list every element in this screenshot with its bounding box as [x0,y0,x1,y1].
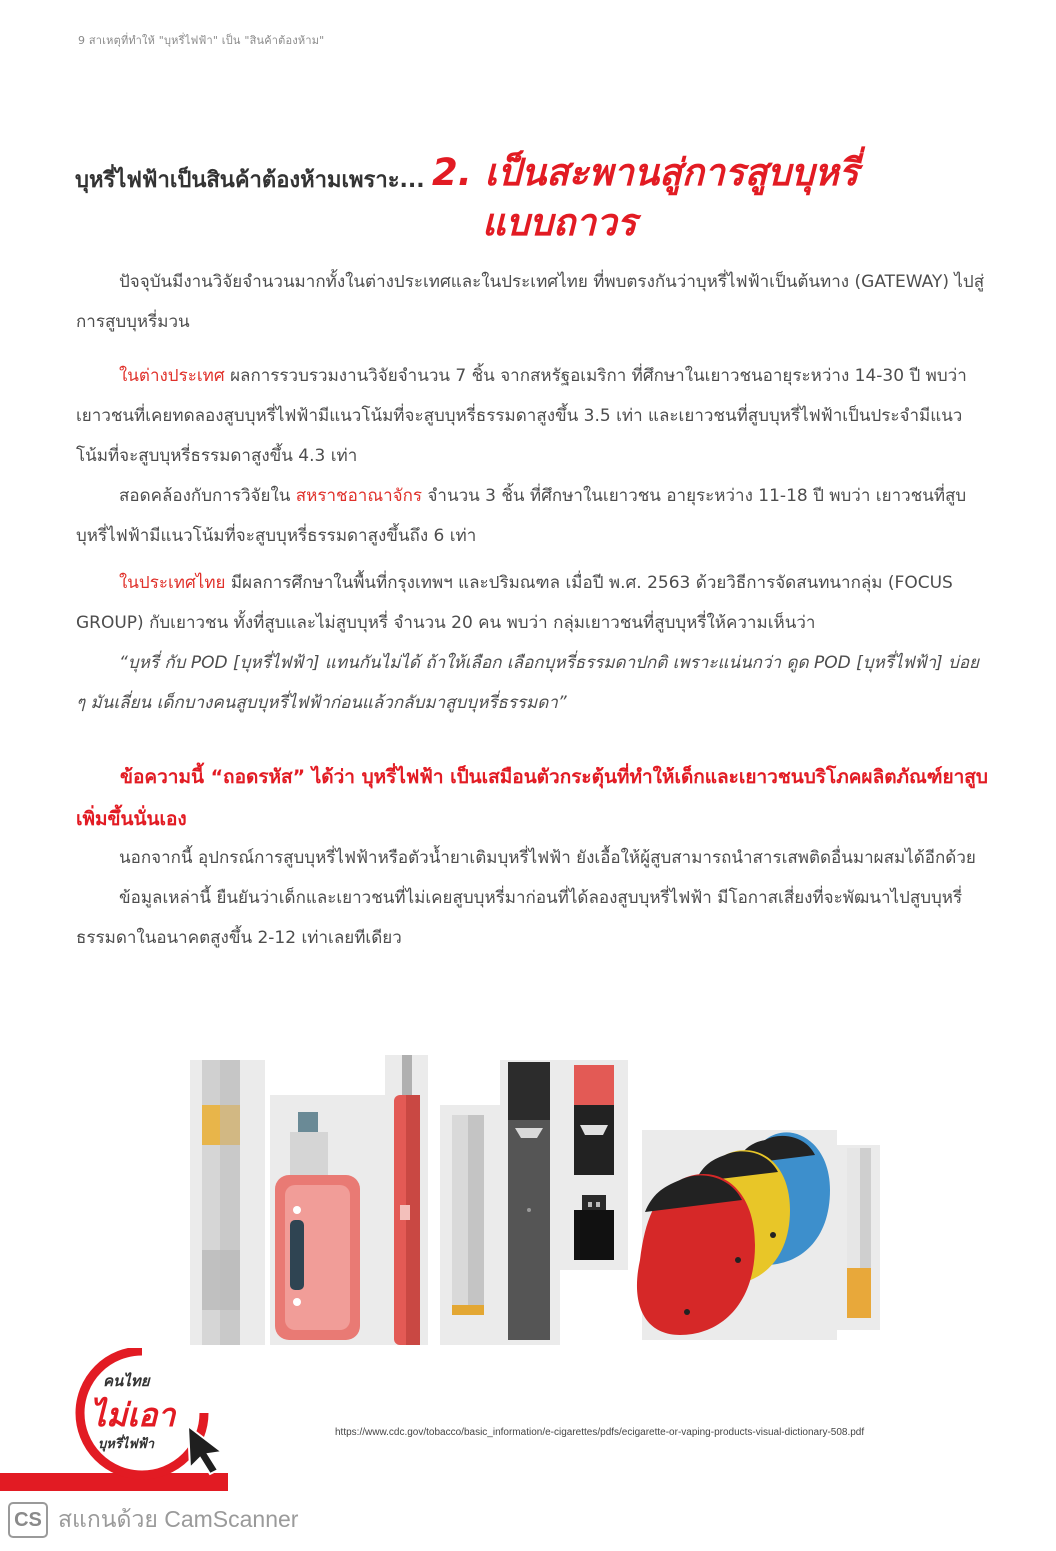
running-header: 9 สาเหตุที่ทำให้ "บุหรี่ไฟฟ้า" เป็น "สินค้าต้องห้าม" [78,34,325,47]
camscanner-text: สแกนด้วย CamScanner [58,1506,299,1532]
closing-paragraphs [76,838,986,958]
device-vape-pen [394,1055,420,1345]
uk-label: สหราชอาณาจักร [295,486,423,506]
thailand-text: มีผลการศึกษาในพื้นที่กรุงเทพฯ และปริมณฑล เมื่อปี พ.ศ. 2563 ด้วยวิธีการจัดสนทนากลุ่ม (FOCUS GROUP) กับเยาวชน ทั้งที่สูบและไม่สูบบุหรี่ จำนวน 20 คน พบว่า กลุ่มเยาวชนที่สูบบุหรี่ให้ความเห็นว่า [76,573,953,633]
thailand-label: ในประเทศไทย [119,573,226,593]
camscanner-watermark [8,1500,298,1540]
conclusion-text: ข้อมูลเหล่านี้ ยืนยันว่าเด็กและเยาวชนที่ไม่เคยสูบบุหรี่มาก่อนที่ได้ลองสูบบุหรี่ไฟฟ้า มีโอกาสเสี่ยงที่จะพัฒนาไปสูบบุหรี่ธรรมดาในอนาคตสูงขึ้น 2-12 เท่าเลยทีเดียว [76,888,963,948]
source-url: https://www.cdc.gov/tobacco/basic_information/e-cigarettes/pdfs/ecigarette-or-vaping-products-visual-dictionary-508.pdf [335,1427,865,1438]
e-cigarette-devices-illustration [190,1050,880,1345]
device-pod-cartridge [574,1065,614,1260]
uk-text-before: สอดคล้องกับการวิจัยใน [119,486,296,506]
device-tube-mod [202,1060,240,1345]
title-main-line2: แบบถาวร [482,201,637,244]
device-cigalike [452,1115,484,1315]
logo-line3: บุหรี่ไฟฟ้า [98,1437,155,1452]
uk-text-after: จำนวน 3 ชิ้น ที่ศึกษาในเยาวชน อายุระหว่าง 11-18 ปี พบว่า เยาวชนที่สูบบุหรี่ไฟฟ้ามีแนวโน้มที่จะสูบบุหรี่ธรรมดาสูงขึ้นถึง 6 เท่า [76,486,967,546]
title-lead: บุหรี่ไฟฟ้าเป็นสินค้าต้องห้ามเพราะ... [75,168,425,193]
thailand-paragraph [76,563,986,723]
callout-highlight: ข้อความนี้ “ถอดรหัส” ได้ว่า บุหรี่ไฟฟ้า เป็นเสมือนตัวกระตุ้นที่ทำให้เด็กและเยาวชนบริโภคผลิตภัณฑ์ยาสูบเพิ่มขึ้นนั่นเอง [76,766,988,830]
additives-text: นอกจากนี้ อุปกรณ์การสูบบุหรี่ไฟฟ้าหรือตัวน้ำยาเติมบุหรี่ไฟฟ้า ยังเอื้อให้ผู้สูบสามารถนำสารเสพติดอื่นมาผสมได้อีกด้วย [119,848,976,868]
device-cigarette [847,1148,871,1318]
abroad-label: ในต่างประเทศ [119,366,225,386]
title-main [432,148,992,248]
intro-text: ปัจจุบันมีงานวิจัยจำนวนมากทั้งในต่างประเทศและในประเทศไทย ที่พบตรงกันว่าบุหรี่ไฟฟ้าเป็นต้นทาง (GATEWAY) ไปสู่การสูบบุหรี่มวน [76,272,985,332]
focus-group-quote: “บุหรี่ กับ POD [บุหรี่ไฟฟ้า] แทนกันไม่ได้ ถ้าให้เลือก เลือกบุหรี่ธรรมดาปกติ เพราะแน่นกว่า ดูด POD [บุหรี่ไฟฟ้า] บ่อย ๆ มันเลี่ยน เด็กบางคนสูบบุหรี่ไฟฟ้าก่อนแล้วกลับมาสูบบุหรี่ธรรมดา” [76,653,980,713]
camscanner-badge-icon: CS [8,1502,48,1538]
abroad-paragraph [76,356,986,556]
logo-line2: ไม่เอา [90,1396,176,1434]
logo-line1: คนไทย [103,1372,150,1390]
intro-paragraph [76,262,986,342]
device-pod-dark [508,1062,550,1340]
abroad-text: ผลการรวบรวมงานวิจัยจำนวน 7 ชิ้น จากสหรัฐอเมริกา ที่ศึกษาในเยาวชนอายุระหว่าง 14-30 ปี พบว่า เยาวชนที่เคยทดลองสูบบุหรี่ไฟฟ้ามีแนวโน้มที่จะสูบบุหรี่ธรรมดาสูงขึ้น 3.5 เท่า และเยาวชนที่สูบบุหรี่ไฟฟ้าเป็นประจำมีแนวโน้มที่จะสูบบุหรี่ธรรมดาสูงขึ้น 4.3 เท่า [76,366,967,466]
campaign-logo [0,1348,240,1493]
logo-red-bar [0,1473,228,1491]
title-main-line1: 2. เป็นสะพานสู่การสูบบุหรี่ [432,151,859,194]
